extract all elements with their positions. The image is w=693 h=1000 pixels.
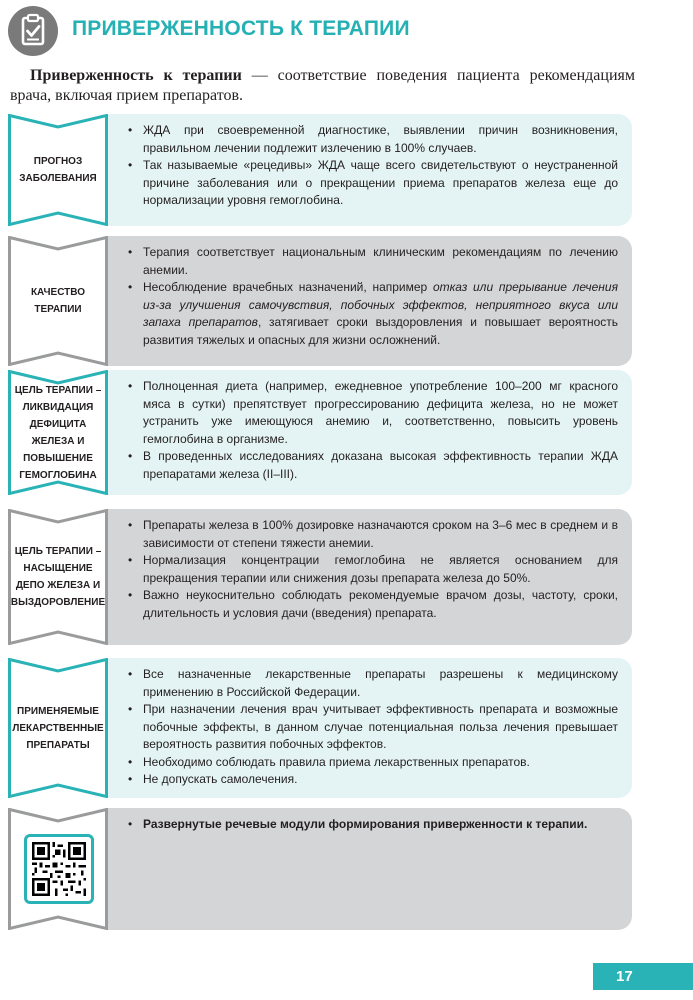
- bullet-item: • Не допускать самолечения.: [128, 771, 618, 789]
- bullet-italic-text: отказ или прерывание лечения из-за улучшения самочувствия, побочных эффектов, неприятного вкуса или запаха препаратов: [143, 280, 618, 329]
- bullet-item: [128, 279, 618, 349]
- bullet-item: • В проведенных исследованиях доказана высокая эффективность терапии ЖДА препаратами железа (II–III).: [128, 448, 618, 483]
- row-medications: [8, 658, 632, 798]
- bullet-item: • Так называемые «рецедивы» ЖДА чаще всего свидетельствуют о неустраненной причине заболевания или о прекращении приема препаратов железа еще до нормализации уровня гемоглобина.: [128, 157, 618, 210]
- page-title: ПРИВЕРЖЕННОСТЬ К ТЕРАПИИ: [72, 17, 410, 40]
- row-content: [108, 370, 632, 495]
- bullet-list: [128, 517, 618, 622]
- bullet-list: [128, 244, 618, 349]
- intro-paragraph: [10, 66, 635, 106]
- bullet-item: [128, 816, 618, 834]
- bullet-item: • Препараты железа в 100% дозировке назначаются сроком на 3–6 мес в среднем и в зависимости от степени тяжести анемии.: [128, 517, 618, 552]
- row-label: ПРИМЕНЯЕМЫЕ ЛЕКАРСТВЕННЫЕ ПРЕПАРАТЫ: [12, 705, 104, 751]
- bullet-list: [128, 666, 618, 789]
- row-goal-iron-deficiency: [8, 370, 632, 495]
- row-speech-modules: [8, 808, 632, 930]
- bullet-item: • При назначении лечения врач учитывает эффективность препарата и возможные побочные эффекты, в данном случае потенциальная польза лечения превышает вероятность развития побочных эффектов.: [128, 701, 618, 754]
- bullet-list: [128, 378, 618, 483]
- page-header: [0, 0, 693, 62]
- bullet-list: [128, 816, 618, 834]
- row-label: КАЧЕСТВО ТЕРАПИИ: [30, 287, 86, 315]
- page-number: 17: [593, 963, 693, 990]
- row-goal-iron-depot: [8, 509, 632, 645]
- row-content: [108, 658, 632, 798]
- row-content: [108, 509, 632, 645]
- bullet-item: • Полноценная диета (например, ежедневное употребление 100–200 мг красного мяса в сутки) препятствует прогрессированию дефицита железа, но не может устранить уже имеющуюся анемию и, соответственно, повысить уровень гемоглобина в организме.: [128, 378, 618, 448]
- qr-code[interactable]: [24, 834, 94, 904]
- bullet-text: , затягивает сроки выздоровления и повышает вероятность развития тяжелых и опасных для жизни осложнений.: [143, 315, 618, 347]
- bullet-text: Несоблюдение врачебных назначений, например: [143, 280, 433, 294]
- row-therapy-quality: [8, 236, 632, 366]
- row-content: [108, 808, 632, 930]
- row-label: ПРОГНОЗ ЗАБОЛЕВАНИЯ: [19, 156, 97, 184]
- row-label: ЦЕЛЬ ТЕРАПИИ – ЛИКВИДАЦИЯ ДЕФИЦИТА ЖЕЛЕЗА И ПОВЫШЕНИЕ ГЕМОГЛОБИНА: [14, 384, 102, 481]
- bullet-item: • Необходимо соблюдать правила приема лекарственных препаратов.: [128, 754, 618, 772]
- row-label: ЦЕЛЬ ТЕРАПИИ – НАСЫЩЕНИЕ ДЕПО ЖЕЛЕЗА И ВЫЗДОРОВЛЕНИЕ: [10, 546, 106, 608]
- bullet-bold-text: Развернутые речевые модули формирования приверженности к терапии.: [143, 817, 588, 831]
- row-content: [108, 114, 632, 226]
- intro-term: Приверженность к терапии: [30, 67, 242, 84]
- bullet-item: • ЖДА при своевременной диагностике, выявлении причин возникновения, правильном лечении подлежит излечению в 100% случаев.: [128, 122, 618, 157]
- bullet-list: [128, 122, 618, 210]
- bullet-item: • Все назначенные лекарственные препараты разрешены к медицинскому применению в Российской Федерации.: [128, 666, 618, 701]
- row-content: [108, 236, 632, 366]
- bullet-item: • Важно неукоснительно соблюдать рекомендуемые врачом дозы, частоту, сроки, длительность и условия дачи (введения) препарата.: [128, 587, 618, 622]
- row-prognosis: [8, 114, 632, 226]
- bullet-item: • Нормализация концентрации гемоглобина не является основанием для прекращения терапии или снижения дозы препарата железа до 50%.: [128, 552, 618, 587]
- bullet-item: • Терапия соответствует национальным клиническим рекомендациям по лечению анемии.: [128, 244, 618, 279]
- intro-definition: — соответствие поведения пациента рекомендациям врача, включая прием препаратов.: [10, 67, 636, 104]
- clipboard-check-icon: [8, 6, 58, 56]
